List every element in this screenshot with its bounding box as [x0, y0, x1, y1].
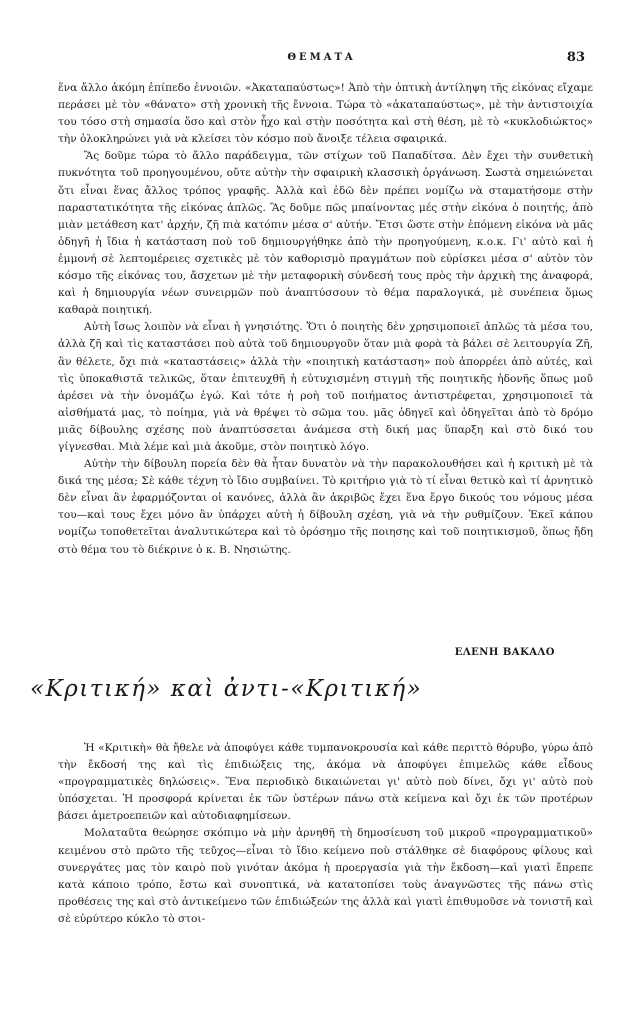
article-heading: «Κριτική» καὶ ἀντι-«Κριτική»	[30, 676, 423, 702]
paragraph: Μολαταῦτα θεώρησε σκόπιμο νὰ μὴν ἀρνηθῆ τὴ δημοσίευση τοῦ μικροῦ «προγραμματικοῦ» κειμένου στὸ πρῶτο τῆς τεῦχος—εἶναι τὸ ἴδιο κείμενο ποὺ στάλθηκε σὲ διαφόρους φίλους καὶ συνεργάτες μας τὸν καιρὸ ποὺ γινόταν ἀκόμα ἡ προεργασία γιὰ τὴν ἔκδοση—καὶ γιατὶ ἔπρεπε κατὰ κάποιο τρόπο, ἔστω καὶ συνοπτικά, νὰ κατατοπίσει τοὺς ἀναγνῶστες τῆς πάνω στὶς προθέσεις της καὶ στὸ ἀντικείμενο τῶν ἐπιδιώξεών της ἀλλὰ καὶ γιατὶ ἐπιθυμοῦσε νὰ τονιστῆ καὶ σὲ εὐρύτερο κύκλο τὸ στοι-	[58, 827, 593, 925]
paragraph: Ἡ «Κριτικὴ» θὰ ἤθελε νὰ ἀποφύγει κάθε τυμπανοκρουσία καὶ κάθε περιττὸ θόρυβο, γύρω ἀπὸ τὴν ἔκδοσή της καὶ τὶς ἐπιδιώξεις της, ἀκόμα νὰ ἀποφύγει ἐπιμελῶς κάθε εἶδους «προγραμματικὲς δηλώσεις». Ἕνα περιοδικὸ δικαιώνεται γι' αὐτὸ ποὺ δίνει, ὄχι γι' αὐτὸ ποὺ ὑπόσχεται. Ἡ προσφορά κρίνεται ἐκ τῶν ὑστέρων πάνω στὰ κείμενα καὶ ὄχι ἐκ τῶν προτέρων βάσει ἀμετροεπειῶν καὶ αὐτοδιαφημίσεων.	[58, 742, 593, 823]
article-body-2	[58, 740, 593, 928]
author-signature: ΕΛΕΝΗ ΒΑΚΑΛΟ	[454, 647, 555, 658]
page-number: 83	[566, 50, 585, 65]
paragraph: Ἂς δοῦμε τώρα τὸ ἄλλο παράδειγμα, τῶν στίχων τοῦ Παπαδίτσα. Δὲν ἔχει τὴν συνθετικὴ πυκνότητα τοῦ προηγουμένου, οὔτε αὐτὴν τὴν σφαιρικὴ κλασσικὴ ὀργάνωση. Σωστὰ σημειώνεται ὅτι εἶναι ἕνας ἄλλος τρόπος γραφῆς. Ἀλλὰ καὶ ἐδῶ δὲν πρέπει νομίζω νὰ σταματήσομε στὴν παραστατικότητα τῆς εἰκόνας ἁπλῶς. Ἂς δοῦμε πῶς μπαίνοντας μές στὴν εἰκόνα ὁ ποιητής, ἀπὸ μιὰν μετάθεση κατ' ἀρχήν, ζῆ πιὰ κατόπιν μέσα σ' αὐτήν. Ἔτσι ὥστε στὴν ἑπόμενη εἰκόνα νὰ μᾶς ὁδηγῆ ἡ ἴδια ἡ κατάσταση ποὺ τοῦ δημιουργήθηκε ἀπὸ τὴν προηγούμενη, κ.ο.κ. Γι' αὐτὸ καὶ ἡ ἐμμονή σὲ λεπτομέρειες σχετικὲς μὲ τὸν καθορισμὸ πραγμάτων ποὺ εὑρίσκει μέσα σ' αὐτὸν τὸν κόσμο τῆς εἰκόνας του, ἄσχετων μὲ τὴν μεταφορικὴ σύνδεσή τους πρὸς τὴν ἀρχικὴ της ἀναφορά, καὶ ἡ δημιουργία νέων συνειρμῶν ποὺ ἀναπτύσσουν τὸ θέμα παραλογικά, μὲ συνέπεια ὅμως καθαρὰ ποιητική.	[58, 150, 593, 317]
paragraph: Αὐτὴ ἴσως λοιπὸν νὰ εἶναι ἡ γνησιότης. Ὅτι ὁ ποιητὴς δὲν χρησιμοποιεῖ ἁπλῶς τὰ μέσα του, ἀλλὰ ζῆ καὶ τὶς καταστάσει ποὺ αὐτὰ τοῦ δημιουργοῦν ὅταν μιὰ φορὰ τὰ βάλει σὲ λειτουργία Ζῆ, ἂν θέλετε, ὄχι πιὰ «καταστάσεις» ἀλλὰ τὴν «ποιητικὴ κατάσταση» ποὺ ἀπορρέει ἀπὸ αὐτές, καὶ τὶς ὑποκαθιστᾶ τελικῶς, ὅταν ἐπιτευχθῆ ἡ εὐτυχισμένη στιγμὴ τῆς ποιητικῆς ἡδονῆς ὅπως μοῦ ἀρέσει νὰ τὴν ὀνομάζω ἐγώ. Καὶ τότε ἡ ροὴ τοῦ ποιήματος ἀντιστρέφεται, χρησιμοποιεῖ τὰ αἰσθήματά μας, τὸ ποίημα, γιὰ νὰ θρέψει τὸ σῶμα του. μᾶς ὁδηγεῖ καὶ ὁδηγεῖται ἀπὸ τὸ δρόμο μιᾶς δίβουλης σχέσης ποὺ ἀναπτύσσεται ἀνάμεσα στὴ δική μας ὕπαρξη καὶ στὸ δικό του γίγνεσθαι. Μιὰ λέμε καὶ μιὰ ἀκοῦμε, στὸν ποιητικὸ λόγο.	[58, 321, 593, 453]
paragraph: Αὐτὴν τὴν δίβουλη πορεία δὲν θὰ ἦταν δυνατὸν νὰ τὴν παρακολουθήσει καὶ ἡ κριτικὴ μὲ τὰ δικά της μέσα; Σὲ κάθε τέχνη τὸ ἴδιο συμβαίνει. Τὸ κριτήριο γιὰ τὸ τί εἶναι θετικὸ καὶ τί ἀρνητικὸ δὲν εἶναι ἂν ἐφαρμόζονται οἱ κανόνες, ἀλλὰ ἂν ἀκριβῶς ἔχει ἕνα ἔργο δικούς του νόμους μέσα του—καὶ τους ἔχει μόνο ἂν ὑπάρχει αὐτὴ ἡ δίβουλη σχέση, γιὰ νὰ τὴν ρυθμίζουν. Ἐκεῖ κάπου νομίζω τοποθετεῖται ἀναλυτικώτερα καὶ τὸ ὁρόσημο τῆς ποιησης καὶ τοῦ ποιητικισμοῦ, ὅπως ἤδη στὸ θέμα του τὸ διέκρινε ὁ κ. Β. Νησιώτης.	[58, 458, 593, 556]
paragraph: ἕνα ἄλλο ἀκόμη ἐπίπεδο ἐννοιῶν. «Ἀκαταπαύστως»! Ἀπὸ τὴν ὀπτικὴ ἀντίληψη τῆς εἰκόνας εἴχαμε περάσει μὲ τὸν «θάνατο» στὴ χρονικὴ τῆς ἔννοια. Τώρα τὸ «ἀκαταπαύστως», μὲ τὴν ἀντιστοιχία του τόσο στὴ σημασία ὅσο καὶ στὸν ἦχο καὶ στὴν ποσότητα καὶ στὴ θέση, μὲ τὸ «κυκλοδιώκτος» τὴν ὁλοκληρώνει γιὰ νὰ κλείσει τὸν κόσμο ποὺ ἄνοιξε τέλεια σφαιρικά.	[58, 82, 593, 146]
article-body-1	[58, 80, 593, 559]
running-title: ΘΕΜΑΤΑ	[287, 52, 356, 63]
